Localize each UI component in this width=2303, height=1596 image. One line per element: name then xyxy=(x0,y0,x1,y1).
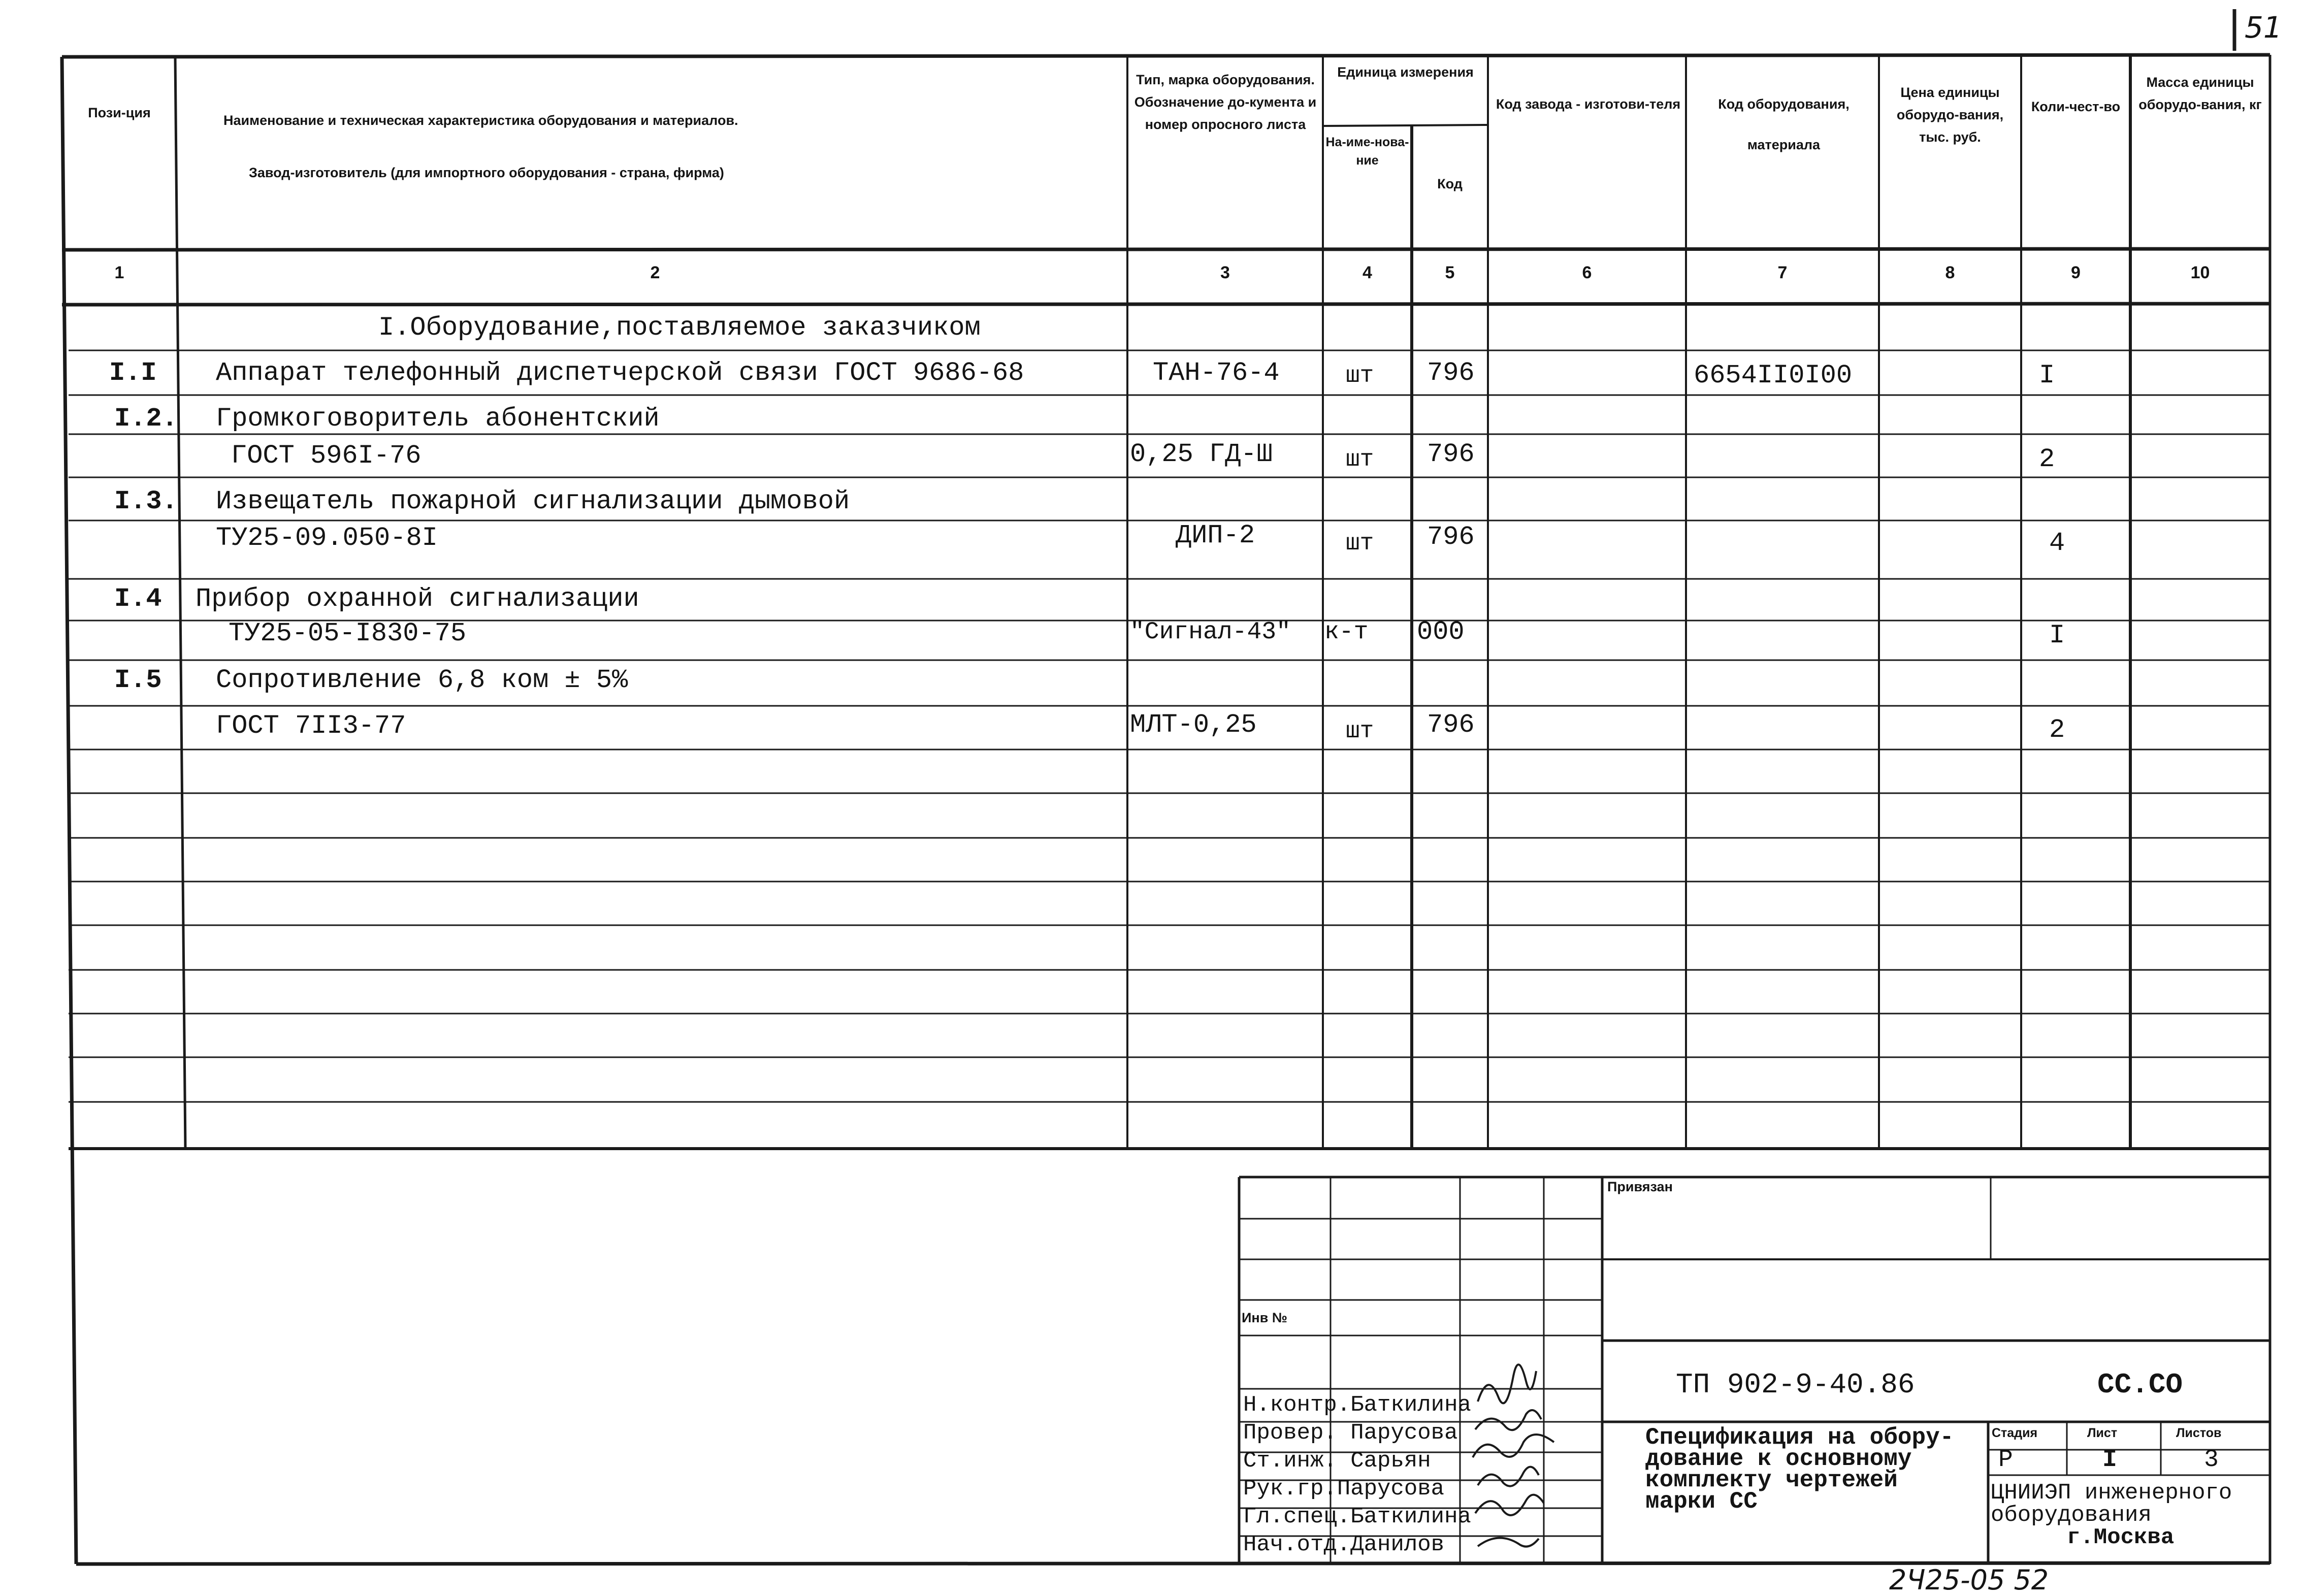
row-type: ТАН-76-4 xyxy=(1153,358,1280,388)
column-number: 2 xyxy=(650,263,660,282)
signature-role: Ст.инж. xyxy=(1243,1448,1337,1474)
sheets-label: Листов xyxy=(2176,1426,2222,1440)
signature-row xyxy=(1243,1475,1471,1503)
signature-name: Баткилина xyxy=(1350,1392,1471,1418)
row-position: I.4 xyxy=(114,584,162,614)
row-unit-code: 796 xyxy=(1427,439,1475,469)
header-position: Пози-ция xyxy=(88,105,151,120)
column-number: 9 xyxy=(2071,263,2081,282)
header-price: Цена единицы оборудо-вания, тыс. руб. xyxy=(1896,85,2004,145)
row-unit: шт xyxy=(1346,718,1374,744)
row-quantity: 4 xyxy=(2049,528,2065,558)
stage-label: Стадия xyxy=(1992,1426,2038,1440)
linked-label: Привязан xyxy=(1607,1179,1673,1194)
signature-name: Парусова xyxy=(1337,1476,1445,1502)
header-mass: Масса единицы оборудо-вания, кг xyxy=(2138,75,2262,112)
header-unit-code: Код xyxy=(1437,176,1463,191)
document-title-line: Спецификация на обору- xyxy=(1645,1424,1954,1451)
row-quantity: I xyxy=(2039,361,2055,390)
stage-value: Р xyxy=(1998,1446,2013,1474)
header-factory-code: Код завода - изготови-теля xyxy=(1496,96,1681,112)
row-unit-code: 000 xyxy=(1417,617,1465,647)
header-type: Тип, марка оборудования. Обозначение до-кумента и номер опросного листа xyxy=(1134,72,1317,132)
sheet-value: I xyxy=(2102,1446,2117,1474)
signature-name: Сарьян xyxy=(1350,1448,1431,1474)
signature-role: Гл.спец. xyxy=(1243,1504,1351,1529)
document-title-line: комплекту чертежей xyxy=(1645,1467,1898,1493)
header-quantity: Коли-чест-во xyxy=(2031,99,2121,114)
row-name: ТУ25-09.050-8I xyxy=(216,523,438,553)
row-name: ГОСТ 7II3-77 xyxy=(216,711,406,741)
column-number: 1 xyxy=(114,263,124,282)
organization xyxy=(1991,1482,2232,1549)
row-equipment-code: 6654II0I00 xyxy=(1694,361,1853,390)
inventory-number-label: Инв № xyxy=(1242,1310,1287,1325)
signature-row xyxy=(1243,1503,1471,1531)
footer-code: 2Ч25-05 52 xyxy=(1889,1564,2049,1596)
row-position: I.3. xyxy=(114,486,178,516)
signature-role: Нач.отд. xyxy=(1243,1532,1351,1557)
row-unit: шт xyxy=(1346,363,1374,389)
signature-row xyxy=(1243,1447,1471,1475)
row-type: ДИП-2 xyxy=(1176,520,1255,550)
page-number: 51 xyxy=(2245,10,2282,45)
row-name: Аппарат телефонный диспетчерской связи ГОСТ 9686-68 xyxy=(216,358,1024,388)
row-position: I.2. xyxy=(114,404,178,434)
header-equipment-code: Код оборудования, материала xyxy=(1718,96,1850,152)
column-number: 6 xyxy=(1582,263,1592,282)
header-name: Наименование и техническая характеристика оборудования и материалов. xyxy=(223,113,738,128)
organization-line: ЦНИИЭП инженерного xyxy=(1991,1480,2232,1506)
document-title-line: марки СС xyxy=(1645,1488,1758,1515)
row-name: Громкоговоритель абонентский xyxy=(216,404,660,434)
row-unit-code: 796 xyxy=(1427,710,1475,740)
signature-name: Парусова xyxy=(1350,1420,1458,1446)
row-unit-code: 796 xyxy=(1427,522,1475,552)
row-name: ТУ25-05-I830-75 xyxy=(229,618,467,648)
sheets-value: 3 xyxy=(2204,1446,2219,1474)
row-name: Извещатель пожарной сигнализации дымовой xyxy=(216,486,850,516)
row-quantity: 2 xyxy=(2049,715,2065,745)
signature-role: Провер. xyxy=(1243,1420,1337,1446)
row-unit: к-т xyxy=(1324,618,1369,646)
signature-role: Рук.гр. xyxy=(1243,1476,1337,1502)
row-type: МЛТ-0,25 xyxy=(1130,710,1257,740)
signature-name: Баткилина xyxy=(1350,1504,1471,1529)
header-unit-name: На-име-нова-ние xyxy=(1325,135,1409,168)
organization-line: оборудования xyxy=(1991,1503,2152,1528)
document-mark: СС.СО xyxy=(2097,1369,2183,1401)
document-title xyxy=(1645,1424,1954,1515)
row-position: I.5 xyxy=(114,665,162,695)
column-number: 7 xyxy=(1777,263,1788,282)
signature-row xyxy=(1243,1531,1471,1559)
column-number: 5 xyxy=(1445,263,1455,282)
row-quantity: 2 xyxy=(2039,444,2055,474)
signature-scribbles xyxy=(1473,1364,1554,1546)
signature-row xyxy=(1243,1419,1471,1447)
row-position: I.I xyxy=(109,358,157,388)
section-heading: I.Оборудование,поставляемое заказчиком xyxy=(378,313,981,343)
header-manufacturer: Завод-изготовитель (для импортного оборудования - страна, фирма) xyxy=(249,165,724,180)
document-number: ТП 902-9-40.86 xyxy=(1676,1369,1915,1401)
row-unit: шт xyxy=(1346,446,1374,473)
row-unit-code: 796 xyxy=(1427,358,1475,388)
signature-row xyxy=(1243,1391,1471,1419)
signature-list xyxy=(1243,1391,1471,1559)
header-unit: Единица измерения xyxy=(1337,64,1474,80)
column-number: 10 xyxy=(2190,263,2210,282)
document-title-line: дование к основному xyxy=(1645,1446,1912,1472)
row-name: Сопротивление 6,8 ком ± 5% xyxy=(216,665,628,695)
sheet-label: Лист xyxy=(2087,1426,2118,1440)
column-number: 3 xyxy=(1220,263,1230,282)
row-name: ГОСТ 596I-76 xyxy=(231,441,421,471)
column-number: 8 xyxy=(1945,263,1955,282)
row-quantity: I xyxy=(2049,621,2065,650)
column-number: 4 xyxy=(1363,263,1372,282)
row-name: Прибор охранной сигнализации xyxy=(196,584,639,614)
signature-role: Н.контр. xyxy=(1243,1392,1351,1418)
row-type: "Сигнал-43" xyxy=(1130,618,1291,646)
row-unit: шт xyxy=(1346,530,1374,557)
row-type: 0,25 ГД-Ш xyxy=(1130,439,1273,469)
organization-line: г.Москва xyxy=(2067,1525,2175,1550)
signature-name: Данилов xyxy=(1350,1532,1445,1557)
